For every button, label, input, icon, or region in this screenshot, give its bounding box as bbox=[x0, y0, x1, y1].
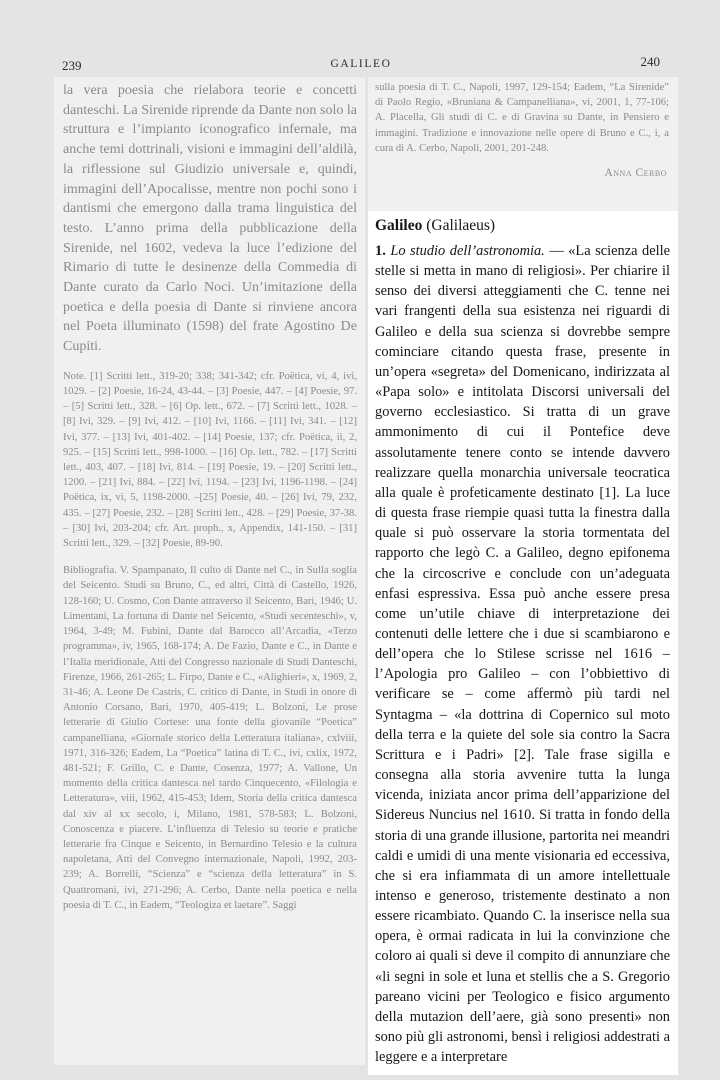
entry-section bbox=[375, 241, 670, 1067]
left-body-text: la vera poesia che rielabora teorie e concetti danteschi. La Sirenide riprende da Dante non solo la struttura e l’impianto iconografico infernale, ma anche temi dottrinali, visioni e immagini dell’aldilà, la riflessione sul Giudizio universale e, quindi, immagini dell’Apocalisse, mentre non pochi sono i dantismi che emergono dalla trama linguistica del testo. L’anno prima della pubblicazione della Sirenide, nel 1602, vedeva la luce l’edizione del Rimario di tutte le desinenze della Commedia di Dante curato da Carlo Noci. Un’imitazione della poetica e della poesia di Dante si rinviene ancora nel Poeta illuminato (1598) del frate Agostino De Cupiti. bbox=[63, 83, 357, 355]
bibliography-block: Bibliografia. V. Spampanato, Il culto di Dante nel C., in Sulla soglia del Seicento. Studi su Bruno, C., ed altri, Città di Castello, 1926, 128-160; U. Cosmo, Con Dante attraverso il Seicento, Bari, 1946; U. Limentani, La fortuna di Dante nel Seicento, «Studi secenteschi», v, 1964, 3-49; M. Fubini, Dante dal Barocco all’Arcadia, «Terzo programma», iv, 1965, 168-174; A. De Fazio, Dante e C., in Dante e l’Italia meridionale, Atti del Congresso nazionale di Studi Danteschi, Firenze, 1966, 261-265; L. Firpo, Dante e C., «Alighieri», x, 1969, 2, 31-46; A. Leone De Castris, C. critico di Dante, in Studi in onore di Antonio Corsano, Bari, 1970, 405-419; L. Bolzoni, Le prose letterarie di Giulio Cortese: una fonte della giovanile “Poetica” campanelliana, «Giornale storico della Letteratura italiana», cxlviii, 1971, 316-326; Eadem, La “Poetica” latina di T. C., ivi, cxlix, 1972, 481-521; F. Grillo, C. e Dante, Cosenza, 1977; A. Vallone, Un momento della critica dantesca nel tardo Cinquecento, «Filologia e Letteratura», viii, 1962, 415-453; Idem, Storia della critica dantesca dal xiv al xx secolo, i, Milano, 1981, 578-583; L. Bolzoni, Conoscenza e piacere. L’influenza di Telesio su teorie e pratiche letterarie fra Cinque e Seicento, in Bernardino Telesio e la cultura napoletana, Atti del Convegno internazionale, Napoli, 1992, 203-239; A. Borrelli, “Scienza” e “scienza della letteratura” in S. Quattromani, ivi, 271-296; A. Cerbo, Dante nella poetica e nella poesia di T. C., in Eadem, “Teologiza et laetare”. Saggi bbox=[63, 565, 357, 911]
right-column-continuation bbox=[368, 77, 678, 211]
notes-block: Note. [1] Scritti lett., 319-20; 338; 341-342; cfr. Poëtica, vi, 4, ivi, 1029. – [2] Poesie, 16-24, 43-44. – [3] Poesie, 447. – [4] Poesie, 97. – [5] Scritti lett., 328. – [6] Op. lett., 672. – [7] Scritti lett., 1028. – [8] Ivi, 329. – [9] Ivi, 412. – [10] Ivi, 1166. – [11] Ivi, 341. – [12] Ivi, 377. – [13] Ivi, 401-402. – [14] Poesie, 137; cfr. Poëtica, ii, 2, 925. – [15] Scritti lett., 998-1000. – [16] Op. lett., 782. – [17] Scritti lett., 403, 407. – [18] Ivi, 814. – [19] Poesie, 19. – [20] Scritti lett., 1200. – [21] Ivi, 884. – [22] Ivi, 1194. – [23] Ivi, 1196-1198. – [24] Poëtica, ix, vi, 5, 1198-2000. –[25] Poesie, 40. – [26] Ivi, 79, 232, 435. – [27] Poesie, 232. – [28] Scritti lett., 428. – [29] Poesie, 37-38. – [30] Ivi, 203-204; cfr. Art. proph., x, Appendix, 141-150. – [31] Scritti lett., 329. – [32] Poesie, 89-90. bbox=[63, 370, 357, 550]
running-header bbox=[62, 54, 660, 76]
page-number-right: 240 bbox=[640, 54, 660, 69]
section-title: Lo studio dell’astronomia. bbox=[390, 243, 545, 259]
section-number: 1. bbox=[375, 243, 386, 259]
entry-column bbox=[368, 211, 678, 1075]
running-title: GALILEO bbox=[330, 58, 392, 70]
entry-body-text: — «La scienza delle stelle si metta in mano di religiosi». Per chiarire il senso dei diversi atteggiamenti che C. tenne nei vari frangenti della sua esistenza nei riguardi di Galileo e della sua scienza si dovrebbe sempre cominciare citando questa frase, presente in un’opera «segreta» del Domenicano, indirizzata al «Papa solo» e intitolata Discorsi universali del governo ecclesiastico. Si tratta di un grave ammonimento di cui il Pontefice deve assolutamente tenere conto se intende davvero realizzare quella monarchia universale teocratica alla quale è profeticamente destinato [1]. La luce di questa frase riempie quasi tutta la finestra dalla quale si può osservare la storia tormentata del rapporto che legò C. a Galileo, degno epifonema che la circoscrive e conclude con un’adeguata enfasi espressiva. Essa può anche essere presa come un’utile chiave di interpretazione dei contenuti delle lettere che i due si scambiarono e dell’opera che lo Stilese scrisse nel 1616 – l’Apologia pro Galileo – con l’obbiettivo di verificare se – come affermò più tardi nel Syntagma – «la dottrina di Copernico sul moto della terra e la quiete del sole sia contro la Sacra Scrittura e i Padri» [2]. Tale frase sigilla e consegna alla storia avvenire tutta la lunga vicenda, iniziata ancor prima dell’apparizione del Sidereus Nuncius nel 1610. Si tratta in fondo della storia di una grande illusione, partorita nei meandri caldi e umidi di una mente visionaria ed eccessiva, che si era infiammata di un amore intellettuale intenso e generoso, tristemente destinato a non essere ricambiato. Quando C. la inserisce nella sua opera, è ormai radicata in lui la convinzione che coloro ai quali si deve il compito di annunziare che «li segni in sole et luna et stellis che a S. Gregorio pareano vicini per Teologico e fisico argumento della mutazion dell’aere, già sono presenti» non sono più gli astronomi, bensì i religiosi addestrati a leggere e a interpretare bbox=[375, 243, 670, 1066]
entry-title bbox=[375, 217, 670, 235]
left-column bbox=[54, 77, 365, 1065]
author-signature: Anna Cerbo bbox=[604, 167, 667, 180]
bibliography-continuation: sulla poesia di T. C., Napoli, 1997, 129-154; Eadem, “La Sirenide” di Paolo Regio, «Bruniana & Campanelliana», vi, 2001, 1, 77-106; A. Placella, Gli studi di C. e di Gravina su Dante, in Pensiero e immagini. Tradizione e innovazione nelle opere di Bruno e C., i, a cura di A. Cerbo, Napoli, 2001, 201-248. bbox=[375, 82, 669, 154]
entry-headword: Galileo bbox=[375, 217, 423, 234]
page-number-left: 239 bbox=[62, 58, 82, 73]
entry-latin-name: (Galilaeus) bbox=[426, 217, 496, 234]
